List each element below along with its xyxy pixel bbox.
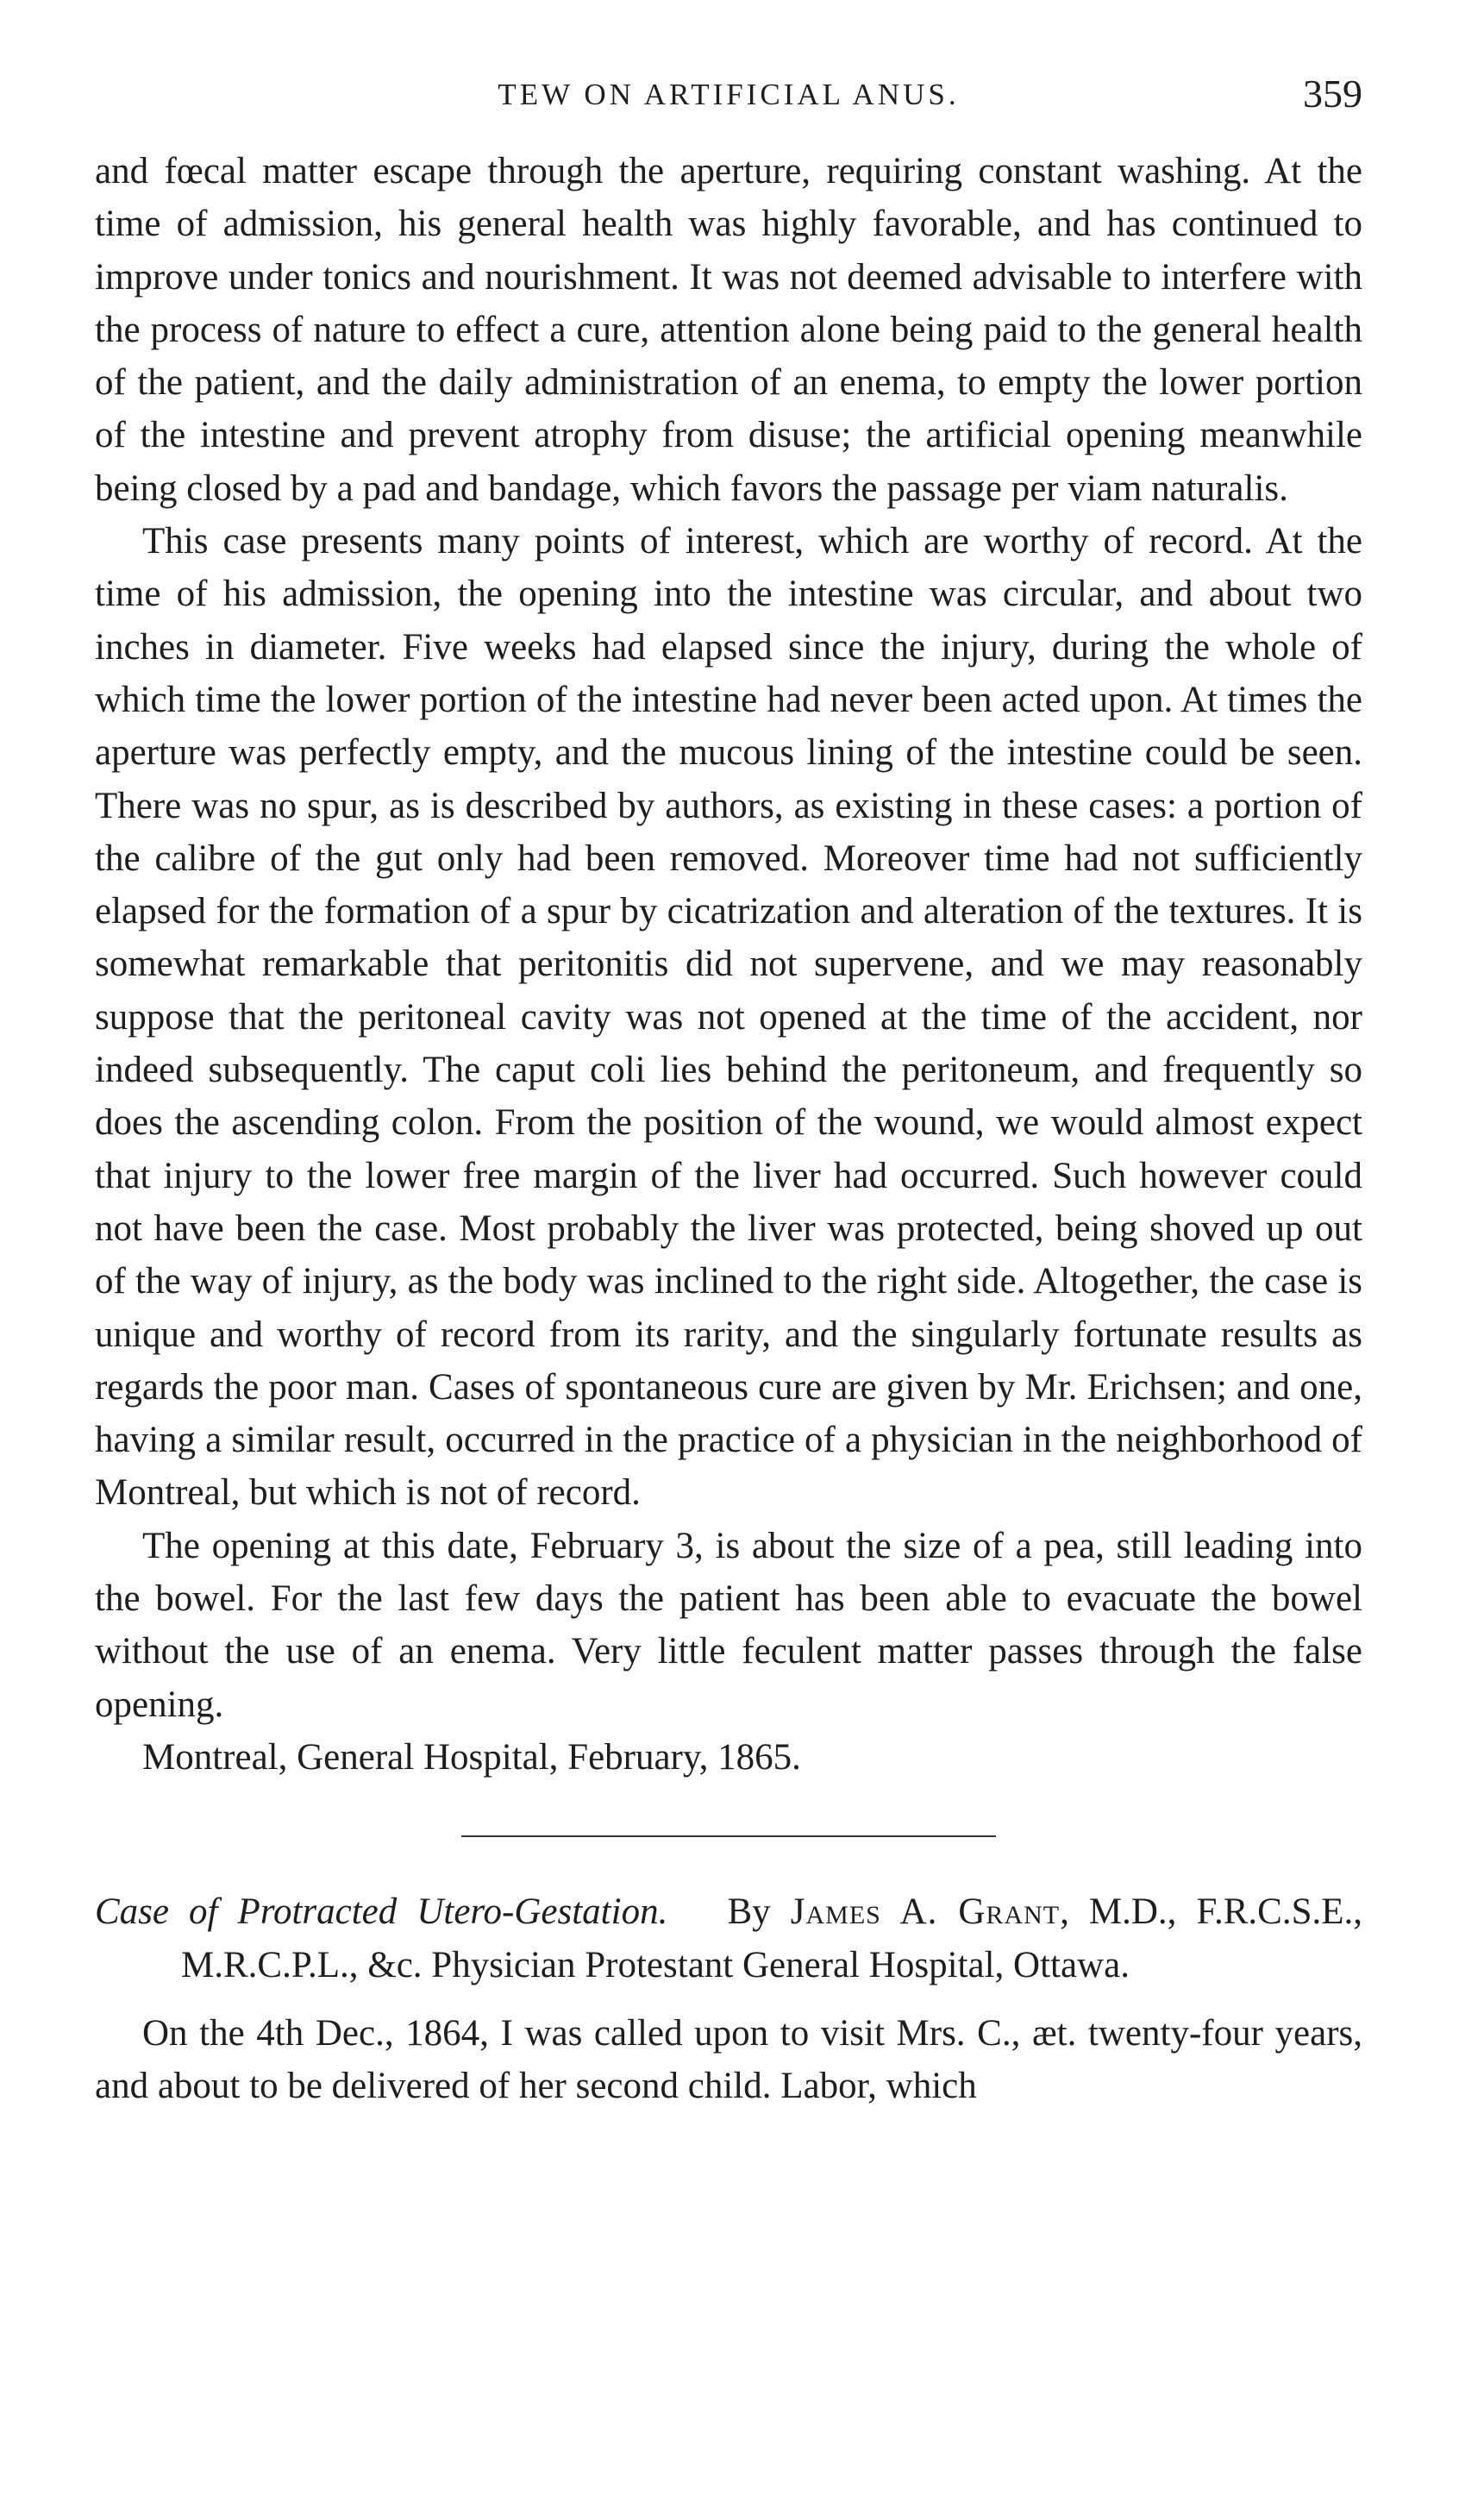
article-credentials: , M.D., F.R.C.S.E., M.R.C.P.L., &c. Physician Protestant General Hospital, Ottawa. <box>181 1891 1363 1985</box>
article-author: James A. Grant <box>790 1891 1061 1933</box>
article-by: By <box>727 1891 771 1933</box>
section-divider <box>461 1835 996 1837</box>
paragraph-continuation: and fœcal matter escape through the aperture, requiring constant washing. At the time of admission, his general health was highly favorable, and has continued to improve under tonics and nourishment. It was not deemed advisable to interfere with the process of nature to effect a cure, attention alone being paid to the general health of the patient, and the daily administration of an enema, to empty the lower portion of the intestine and prevent atrophy from disuse; the artificial opening meanwhile being closed by a pad and bandage, which favors the passage per viam naturalis. <box>95 151 1362 509</box>
running-head <box>95 71 1362 122</box>
paragraph-case-discussion: This case presents many points of interest, which are worthy of record. At the time of his admission, the opening into the intestine was circular, and about two inches in diameter. Five weeks had elapsed since the injury, during the whole of which time the lower portion of the intestine had never been acted upon. At times the aperture was perfectly empty, and the mucous lining of the intestine could be seen. There was no spur, as is described by authors, as existing in these cases: a portion of the calibre of the gut only had been removed. Moreover time had not sufficiently elapsed for the formation of a spur by cicatrization and alteration of the textures. It is somewhat remarkable that peritonitis did not supervene, and we may reasonably suppose that the peritoneal cavity was not opened at the time of the accident, nor indeed subsequently. The caput coli lies behind the peritoneum, and frequently so does the ascending colon. From the position of the wound, we would almost expect that injury to the lower free margin of the liver had occurred. Such however could not have been the case. Most probably the liver was protected, being shoved up out of the way of injury, as the body was inclined to the right side. Altogether, the case is unique and worthy of record from its rarity, and the singularly fortunate results as regards the poor man. Cases of spontaneous cure are given by Mr. Erichsen; and one, having a similar result, occurred in the practice of a physician in the neighborhood of Montreal, but which is not of record. <box>95 521 1362 1514</box>
paragraph-current-status: The opening at this date, February 3, is about the size of a pea, still leading into the bowel. For the last few days the patient has been able to evacuate the bowel without the use of an enema. Very little feculent matter passes through the false opening. <box>95 1525 1362 1725</box>
running-title: TEW ON ARTIFICIAL ANUS. <box>498 78 960 111</box>
signoff-dateline: Montreal, General Hospital, February, 1865. <box>142 1736 801 1778</box>
article-heading <box>95 1885 1362 1992</box>
body-text <box>95 145 1362 2112</box>
article-title: Case of Protracted Utero-Gestation. <box>95 1891 668 1933</box>
page-number: 359 <box>1303 72 1362 116</box>
paragraph-article-opening: On the 4th Dec., 1864, I was called upon to visit Mrs. C., æt. twenty-four years, and about to be delivered of her second child. Labor, which <box>95 2012 1362 2107</box>
